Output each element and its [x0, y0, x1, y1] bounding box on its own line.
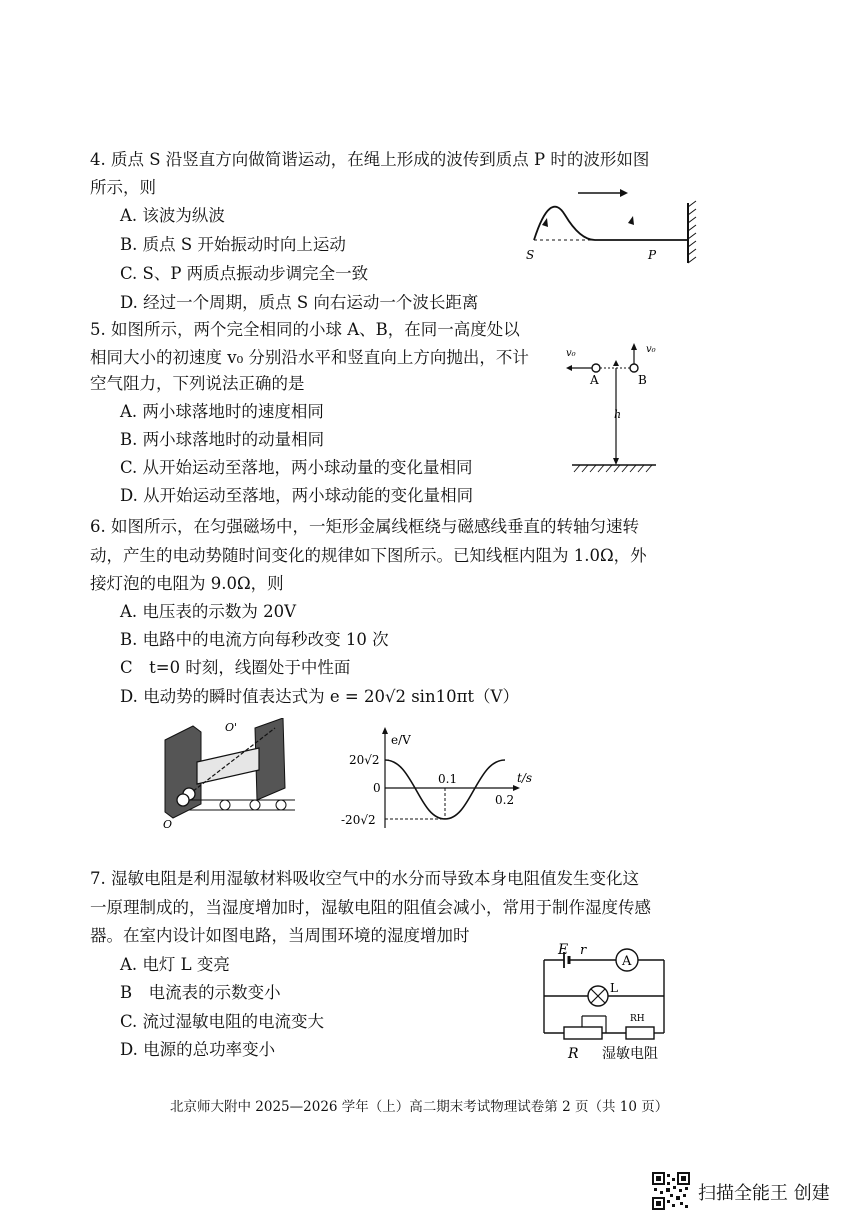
- scanner-brand-text: 扫描全能王 创建: [698, 1183, 830, 1204]
- q7-circuit-figure: [530, 938, 680, 1063]
- label-o-top: O': [225, 721, 238, 734]
- graph-tick-y-pos: 20√2: [349, 753, 380, 767]
- q5-stem-line2: 相同大小的初速度 v₀ 分别沿水平和竖直向上方向抛出，不计: [90, 348, 529, 367]
- circuit-label-e: E: [558, 942, 569, 958]
- graph-x-label: t/s: [517, 771, 533, 785]
- q6-generator-figure: [155, 718, 305, 833]
- circuit-label-r: r: [580, 943, 587, 958]
- page-footer: 北京师大附中 2025—2026 学年（上）高二期末考试物理试卷第 2 页（共 10 页）: [170, 1099, 669, 1115]
- q6-stem-line1: 6. 如图所示，在匀强磁场中，一矩形金属线框绕与磁感线垂直的转轴匀速转: [90, 517, 639, 536]
- q4-option-a: A. 该波为纵波: [120, 206, 225, 225]
- lamp-1: [220, 800, 230, 810]
- label-p: P: [648, 248, 657, 262]
- circuit-label-sensor: 湿敏电阻: [602, 1046, 658, 1062]
- q4-option-b: B. 质点 S 开始振动时向上运动: [120, 235, 346, 254]
- q7-stem-line3: 器。在室内设计如图电路，当周围环境的湿度增加时: [90, 926, 470, 945]
- label-b: B: [638, 373, 647, 387]
- label-v0-left: v₀: [566, 348, 576, 359]
- q6-option-d: D. 电动势的瞬时值表达式为 e = 20√2 sin10πt（V）: [120, 687, 519, 706]
- q7-stem-line1: 7. 湿敏电阻是利用湿敏材料吸收空气中的水分而导致本身电阻值发生变化这: [90, 869, 639, 888]
- q4-option-c: C. S、P 两质点振动步调完全一致: [120, 264, 369, 283]
- label-s: S: [526, 248, 535, 262]
- q4-wave-figure: [520, 185, 710, 270]
- circuit-label-r-big: R: [568, 1046, 579, 1062]
- q5-option-c: C. 从开始运动至落地，两小球动量的变化量相同: [120, 458, 473, 477]
- q4-stem-line2: 所示，则: [90, 178, 156, 197]
- q6-option-a: A. 电压表的示数为 20V: [120, 602, 297, 621]
- q7-option-d: D. 电源的总功率变小: [120, 1040, 276, 1059]
- q6-option-b: B. 电路中的电流方向每秒改变 10 次: [120, 630, 389, 649]
- ball-a: [592, 364, 600, 372]
- label-h: h: [614, 408, 622, 421]
- wall-hatch: [688, 201, 696, 263]
- q4-option-d: D. 经过一个周期，质点 S 向右运动一个波长距离: [120, 293, 479, 312]
- graph-tick-x-2: 0.2: [495, 793, 515, 807]
- qr-code-icon: [652, 1172, 690, 1210]
- graph-tick-zero: 0: [373, 781, 381, 795]
- label-a: A: [590, 373, 599, 387]
- q6-stem-line3: 接灯泡的电阻为 9.0Ω，则: [90, 574, 284, 593]
- q4-stem-line1: 4. 质点 S 沿竖直方向做简谐运动，在绳上形成的波传到质点 P 时的波形如图: [90, 150, 650, 169]
- q5-stem-line1: 5. 如图所示，两个完全相同的小球 A、B，在同一高度处以: [90, 320, 520, 339]
- graph-tick-x-1: 0.1: [438, 772, 458, 786]
- q6-option-c: C t=0 时刻，线圈处于中性面: [120, 658, 351, 677]
- q5-option-a: A. 两小球落地时的速度相同: [120, 402, 324, 421]
- lamp-2: [250, 800, 260, 810]
- graph-y-label: e/V: [391, 733, 411, 747]
- q6-emf-graph: [335, 724, 555, 832]
- q5-projectile-figure: [560, 338, 670, 478]
- graph-tick-y-neg: -20√2: [341, 813, 376, 827]
- humidity-sensor: [626, 1027, 654, 1039]
- circuit-label-l: L: [610, 981, 618, 995]
- wave-curve: [534, 207, 656, 240]
- q7-option-c: C. 流过湿敏电阻的电流变大: [120, 1012, 325, 1031]
- coil-frame: [197, 748, 259, 784]
- q7-stem-line2: 一原理制成的，当湿度增加时，湿敏电阻的阻值会减小，常用于制作湿度传感: [90, 898, 651, 917]
- circuit-label-a: A: [622, 954, 632, 969]
- ball-b: [630, 364, 638, 372]
- lamp-3: [276, 800, 286, 810]
- label-o-bottom: O: [163, 818, 173, 831]
- q5-option-d: D. 从开始运动至落地，两小球动能的变化量相同: [120, 486, 474, 505]
- q5-stem-line3: 空气阻力，下列说法正确的是: [90, 374, 305, 393]
- q6-stem-line2: 动，产生的电动势随时间变化的规律如下图所示。已知线框内阻为 1.0Ω，外: [90, 546, 647, 565]
- rheostat-r: [564, 1027, 602, 1039]
- q5-option-b: B. 两小球落地时的动量相同: [120, 430, 325, 449]
- label-v0-right: v₀: [646, 344, 656, 355]
- circuit-label-rh: RH: [630, 1014, 645, 1024]
- q7-option-a: A. 电灯 L 变亮: [120, 955, 230, 974]
- q7-option-b: B 电流表的示数变小: [120, 983, 281, 1002]
